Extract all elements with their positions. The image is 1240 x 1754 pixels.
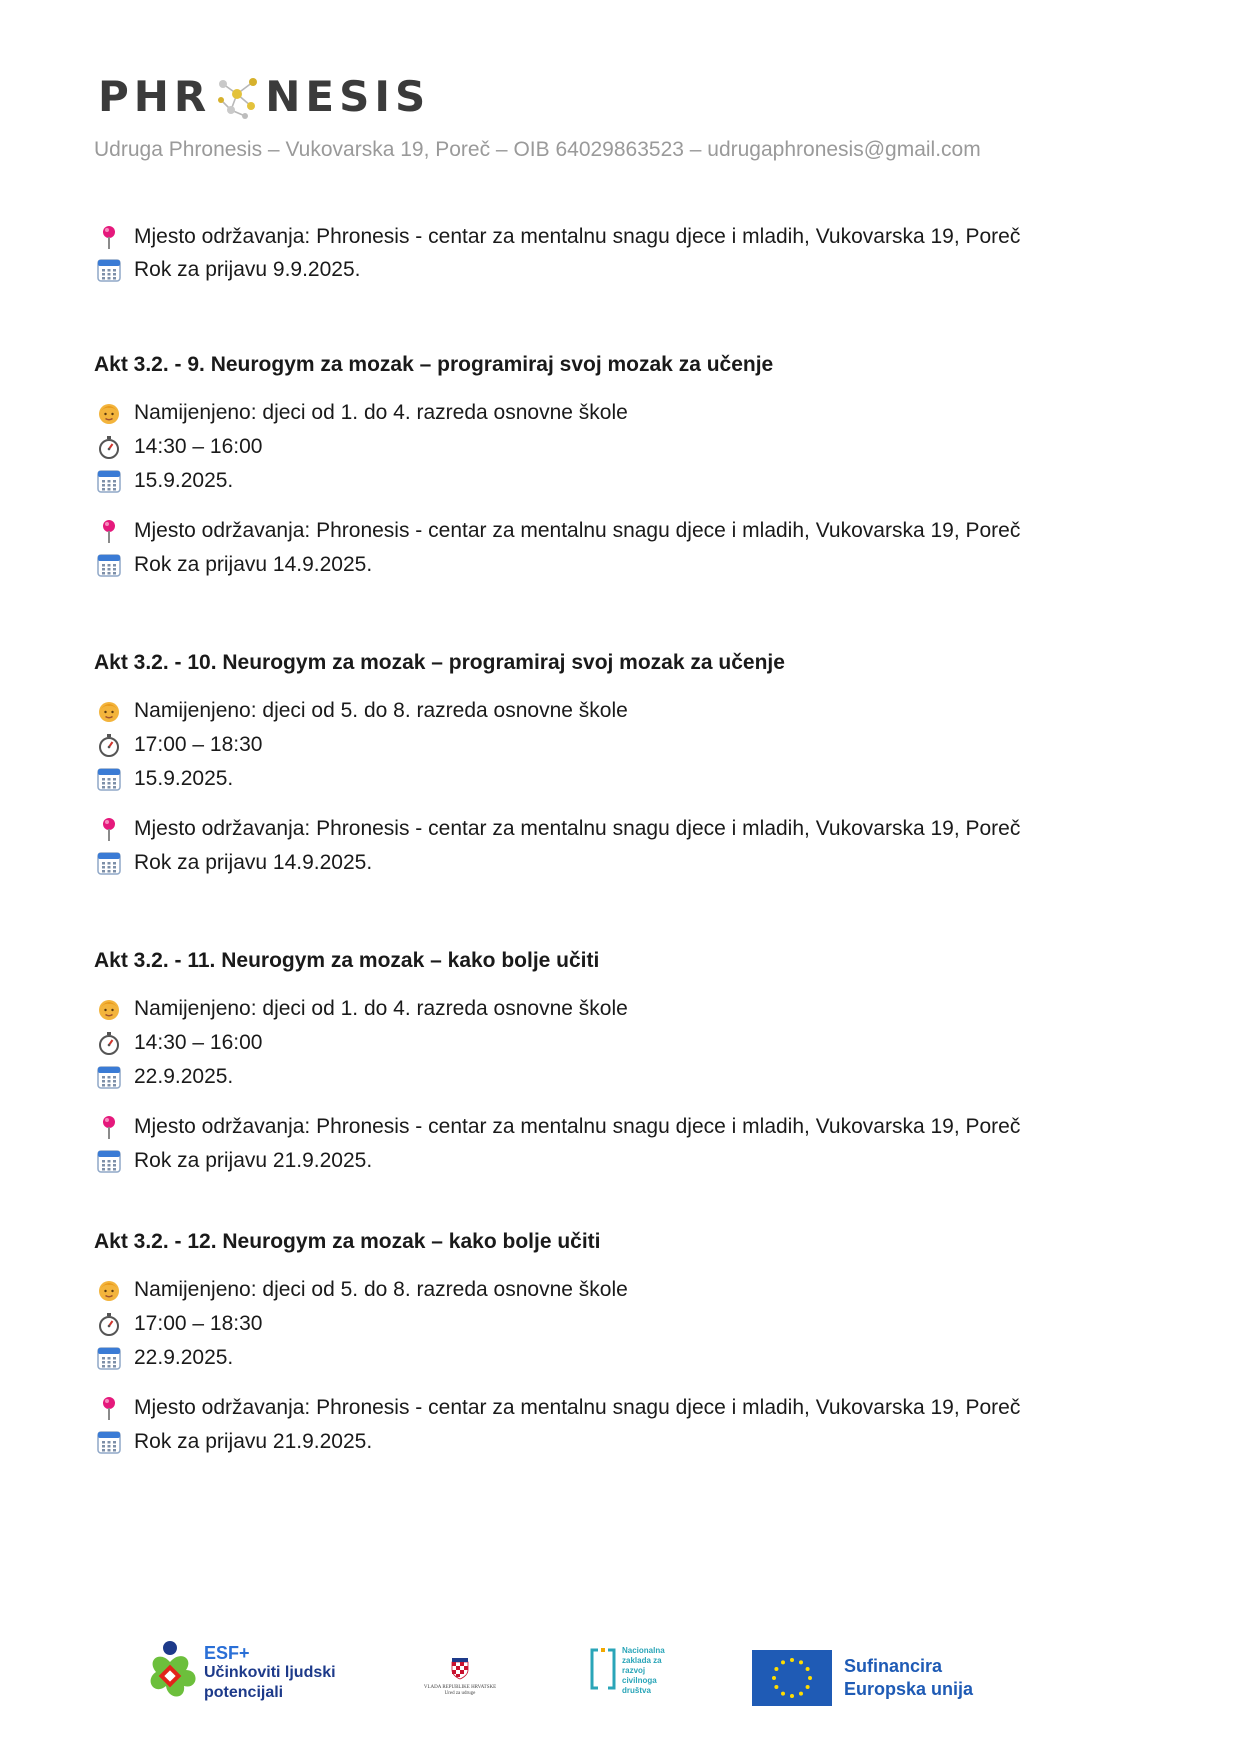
time-text: 17:00 – 18:30 — [134, 1312, 263, 1335]
audience-text: Namijenjeno: djeci od 1. do 4. razreda osnovne škole — [134, 401, 628, 424]
location-row — [96, 1112, 1020, 1142]
deadline-row — [96, 848, 372, 878]
esf-line2: Učinkoviti ljudski — [204, 1664, 336, 1681]
child-face-icon — [96, 698, 122, 724]
esf-title: ESF+ — [204, 1643, 250, 1663]
deadline-text: Rok za prijavu 21.9.2025. — [134, 1430, 373, 1453]
child-face-icon — [96, 1277, 122, 1303]
location-row — [96, 222, 1020, 252]
deadline-text: Rok za prijavu 9.9.2025. — [134, 258, 361, 281]
croatian-coat-of-arms-icon — [451, 1658, 469, 1680]
time-row — [96, 1309, 262, 1339]
calendar-icon — [96, 1148, 122, 1174]
contact-line: Udruga Phronesis – Vukovarska 19, Poreč – OIB 64029863523 – udrugaphronesis@gmail.com — [94, 138, 981, 161]
calendar-icon — [96, 766, 122, 792]
pin-icon — [96, 518, 122, 544]
time-row — [96, 432, 262, 462]
nz-line: civilnoga — [622, 1676, 657, 1685]
audience-row — [96, 1275, 628, 1305]
stopwatch-icon — [96, 1030, 122, 1056]
stopwatch-icon — [96, 1311, 122, 1337]
date-text: 15.9.2025. — [134, 469, 234, 492]
eu-star — [799, 1692, 803, 1696]
eu-star — [799, 1660, 803, 1664]
date-text: 22.9.2025. — [134, 1346, 234, 1369]
stopwatch-icon — [96, 434, 122, 460]
eu-flag-icon — [752, 1650, 832, 1706]
date-text: 15.9.2025. — [134, 767, 234, 790]
eu-star — [790, 1694, 794, 1698]
date-row — [96, 1343, 233, 1373]
date-text: 22.9.2025. — [134, 1065, 234, 1088]
calendar-icon — [96, 257, 122, 283]
bracket-logo-icon — [590, 1646, 616, 1692]
eu-cofunded-logo — [752, 1650, 973, 1706]
location-text: Mjesto održavanja: Phronesis - centar za mentalnu snagu djece i mladih, Vukovarska 19, Poreč — [134, 1396, 1021, 1419]
eu-star — [772, 1676, 776, 1680]
date-row — [96, 1062, 233, 1092]
eu-star — [781, 1660, 785, 1664]
time-row — [96, 730, 262, 760]
deadline-text: Rok za prijavu 14.9.2025. — [134, 553, 373, 576]
deadline-row — [96, 550, 372, 580]
date-row — [96, 466, 233, 496]
section-title: Akt 3.2. - 9. Neurogym za mozak – programiraj svoj mozak za učenje — [94, 353, 774, 376]
pin-icon — [96, 1395, 122, 1421]
location-row — [96, 1393, 1020, 1423]
calendar-icon — [96, 1064, 122, 1090]
pin-icon — [96, 816, 122, 842]
pin-icon — [96, 224, 122, 250]
audience-text: Namijenjeno: djeci od 5. do 8. razreda osnovne škole — [134, 1278, 628, 1301]
gov-name: VLADA REPUBLIKE HRVATSKE — [423, 1685, 497, 1690]
time-text: 14:30 – 16:00 — [134, 1031, 263, 1054]
time-row — [96, 1028, 262, 1058]
calendar-icon — [96, 850, 122, 876]
pin-icon — [96, 1114, 122, 1140]
esf-line3: potencijali — [204, 1684, 284, 1701]
deadline-text: Rok za prijavu 14.9.2025. — [134, 851, 373, 874]
audience-text: Namijenjeno: djeci od 5. do 8. razreda osnovne škole — [134, 699, 628, 722]
nz-line: razvoj — [622, 1666, 646, 1675]
calendar-icon — [96, 468, 122, 494]
deadline-row — [96, 1427, 372, 1457]
eu-star — [808, 1676, 812, 1680]
time-text: 17:00 – 18:30 — [134, 733, 263, 756]
audience-row — [96, 398, 628, 428]
eu-line1: Sufinancira — [844, 1656, 943, 1676]
eu-star — [806, 1667, 810, 1671]
deadline-row — [96, 1146, 372, 1176]
time-text: 14:30 – 16:00 — [134, 435, 263, 458]
calendar-icon — [96, 1345, 122, 1371]
section-title: Akt 3.2. - 12. Neurogym za mozak – kako bolje učiti — [94, 1230, 601, 1253]
location-text: Mjesto održavanja: Phronesis - centar za mentalnu snagu djece i mladih, Vukovarska 19, Poreč — [134, 519, 1021, 542]
nz-line: Nacionalna — [622, 1646, 665, 1655]
molecule-logo-icon — [215, 74, 261, 120]
gov-office: Ured za udruge — [444, 1691, 476, 1696]
calendar-icon — [96, 552, 122, 578]
audience-text: Namijenjeno: djeci od 1. do 4. razreda osnovne škole — [134, 997, 628, 1020]
location-text: Mjesto održavanja: Phronesis - centar za mentalnu snagu djece i mladih, Vukovarska 19, Poreč — [134, 1115, 1021, 1138]
phronesis-logo — [98, 72, 430, 121]
section-title: Akt 3.2. - 11. Neurogym za mozak – kako bolje učiti — [94, 949, 600, 972]
calendar-icon — [96, 1429, 122, 1455]
croatian-government-logo — [420, 1658, 500, 1697]
nz-line: društva — [622, 1686, 651, 1695]
location-text: Mjesto održavanja: Phronesis - centar za mentalnu snagu djece i mladih, Vukovarska 19, Poreč — [134, 225, 1021, 248]
eu-star — [806, 1685, 810, 1689]
eu-star — [781, 1692, 785, 1696]
eu-star — [774, 1667, 778, 1671]
location-text: Mjesto održavanja: Phronesis - centar za mentalnu snagu djece i mladih, Vukovarska 19, Poreč — [134, 817, 1021, 840]
logo-text-right: NESIS — [265, 72, 431, 121]
child-face-icon — [96, 400, 122, 426]
esf-flower-icon — [142, 1640, 198, 1706]
location-row — [96, 814, 1020, 844]
audience-row — [96, 696, 628, 726]
location-row — [96, 516, 1020, 546]
eu-star — [790, 1658, 794, 1662]
eu-line2: Europska unija — [844, 1679, 974, 1699]
eu-star — [774, 1685, 778, 1689]
deadline-row — [96, 255, 360, 285]
esf-logo — [142, 1640, 336, 1706]
nacionalna-zaklada-logo — [590, 1646, 665, 1696]
nz-line: zaklada za — [622, 1656, 662, 1665]
date-row — [96, 764, 233, 794]
audience-row — [96, 994, 628, 1024]
logo-text-left: PHR — [98, 72, 212, 121]
section-title: Akt 3.2. - 10. Neurogym za mozak – programiraj svoj mozak za učenje — [94, 651, 785, 674]
sponsor-footer — [0, 1640, 1240, 1720]
stopwatch-icon — [96, 732, 122, 758]
deadline-text: Rok za prijavu 21.9.2025. — [134, 1149, 373, 1172]
child-face-icon — [96, 996, 122, 1022]
